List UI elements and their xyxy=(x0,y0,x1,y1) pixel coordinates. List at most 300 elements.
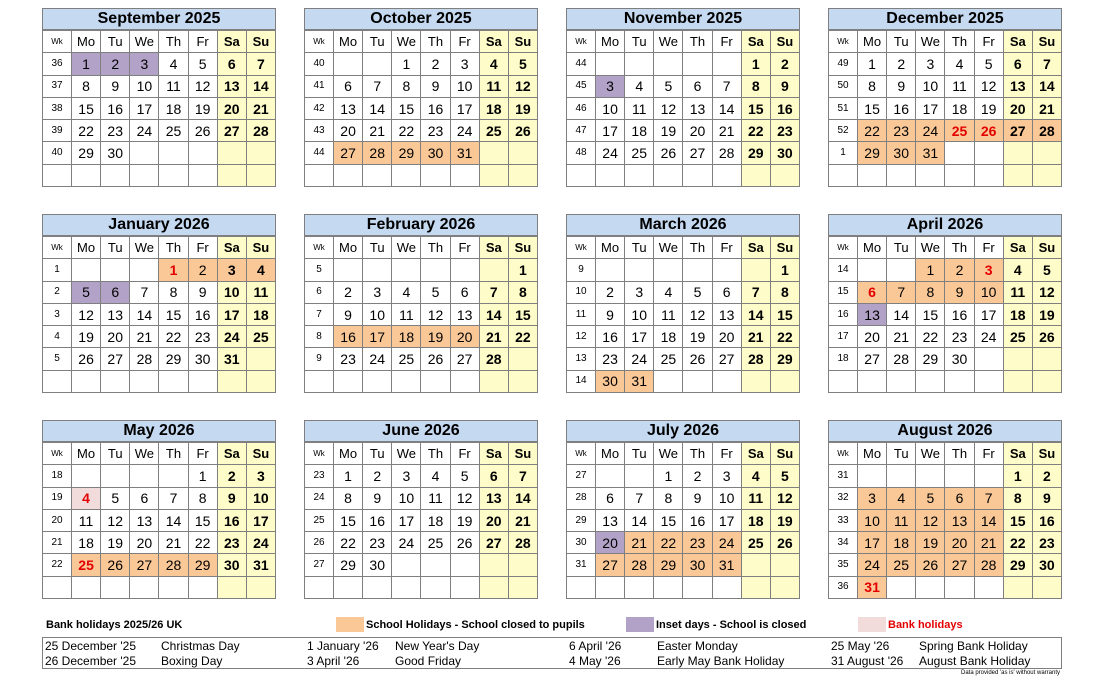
bank-holiday-name: Christmas Day xyxy=(161,639,240,653)
day-cell xyxy=(72,370,101,392)
day-cell xyxy=(741,554,770,576)
day-cell xyxy=(683,164,712,186)
day-cell: 26 xyxy=(683,348,712,370)
week-row xyxy=(43,465,276,487)
day-cell xyxy=(479,576,508,598)
week-number: 40 xyxy=(43,142,72,164)
weekday-header xyxy=(43,31,276,53)
day-cell: 16 xyxy=(101,97,130,119)
day-cell: 17 xyxy=(363,326,392,348)
weekday-label: Mo xyxy=(596,31,625,53)
day-cell: 8 xyxy=(741,75,770,97)
day-cell xyxy=(916,370,945,392)
day-cell xyxy=(654,53,683,75)
week-number: 1 xyxy=(829,142,858,164)
day-cell: 18 xyxy=(945,97,974,119)
week-row xyxy=(43,75,276,97)
weekday-label: We xyxy=(654,31,683,53)
day-cell: 7 xyxy=(363,75,392,97)
day-cell: 5 xyxy=(508,53,537,75)
day-cell: 13 xyxy=(334,97,363,119)
day-cell: 14 xyxy=(246,75,275,97)
weekday-label: Sa xyxy=(479,237,508,259)
week-row xyxy=(567,53,800,75)
day-cell: 4 xyxy=(945,53,974,75)
day-cell xyxy=(450,576,479,598)
day-cell: 10 xyxy=(712,487,741,509)
day-cell xyxy=(392,164,421,186)
day-cell: 13 xyxy=(479,487,508,509)
day-cell: 8 xyxy=(654,487,683,509)
week-row xyxy=(43,164,276,186)
day-cell: 4 xyxy=(159,53,188,75)
day-cell xyxy=(974,465,1003,487)
weekday-label: Wk xyxy=(567,31,596,53)
day-cell: 19 xyxy=(188,97,217,119)
day-cell: 26 xyxy=(508,120,537,142)
day-cell xyxy=(945,576,974,598)
day-cell: 1 xyxy=(392,53,421,75)
day-cell: 27 xyxy=(450,348,479,370)
day-cell xyxy=(596,576,625,598)
day-cell: 21 xyxy=(508,509,537,531)
day-cell: 14 xyxy=(887,303,916,325)
day-cell: 11 xyxy=(654,303,683,325)
day-cell: 3 xyxy=(916,53,945,75)
weekday-label: Mo xyxy=(334,443,363,465)
day-cell: 9 xyxy=(217,487,246,509)
day-cell xyxy=(1032,348,1061,370)
day-cell: 28 xyxy=(625,554,654,576)
day-cell: 6 xyxy=(858,281,887,303)
day-cell xyxy=(887,465,916,487)
day-cell: 20 xyxy=(101,326,130,348)
month-2 xyxy=(566,8,800,187)
day-cell: 31 xyxy=(625,370,654,392)
day-cell: 7 xyxy=(479,281,508,303)
week-number: 45 xyxy=(567,75,596,97)
week-number xyxy=(43,164,72,186)
day-cell: 6 xyxy=(450,281,479,303)
week-row xyxy=(43,142,276,164)
day-cell: 12 xyxy=(683,303,712,325)
day-cell: 8 xyxy=(159,281,188,303)
day-cell xyxy=(479,142,508,164)
day-cell xyxy=(392,259,421,281)
day-cell: 31 xyxy=(450,142,479,164)
weekday-label: Th xyxy=(421,237,450,259)
day-cell: 15 xyxy=(188,509,217,531)
weekday-label: Fr xyxy=(188,31,217,53)
day-cell xyxy=(508,348,537,370)
week-row xyxy=(305,164,538,186)
weekday-label: Su xyxy=(246,31,275,53)
week-row xyxy=(43,487,276,509)
day-cell: 25 xyxy=(392,348,421,370)
day-cell: 10 xyxy=(246,487,275,509)
day-cell xyxy=(508,142,537,164)
day-cell: 12 xyxy=(654,97,683,119)
week-number: 46 xyxy=(567,97,596,119)
day-cell: 25 xyxy=(159,120,188,142)
day-cell: 10 xyxy=(217,281,246,303)
day-cell: 26 xyxy=(450,532,479,554)
day-cell xyxy=(188,576,217,598)
day-cell: 11 xyxy=(72,509,101,531)
weekday-label: Fr xyxy=(188,443,217,465)
week-row xyxy=(829,75,1062,97)
weekday-label: Wk xyxy=(305,443,334,465)
day-cell: 12 xyxy=(770,487,799,509)
week-row xyxy=(567,281,800,303)
day-cell: 19 xyxy=(72,326,101,348)
weekday-label: Fr xyxy=(712,237,741,259)
day-cell: 13 xyxy=(1003,75,1032,97)
week-number: 26 xyxy=(305,532,334,554)
day-cell xyxy=(130,142,159,164)
weekday-label: Sa xyxy=(1003,31,1032,53)
day-cell: 15 xyxy=(654,509,683,531)
day-cell xyxy=(479,370,508,392)
day-cell: 15 xyxy=(334,509,363,531)
week-row xyxy=(43,53,276,75)
day-cell: 31 xyxy=(246,554,275,576)
day-cell: 27 xyxy=(858,348,887,370)
weekday-label: Mo xyxy=(858,237,887,259)
day-cell xyxy=(974,142,1003,164)
day-cell: 22 xyxy=(508,326,537,348)
day-cell xyxy=(974,348,1003,370)
weekday-label: Sa xyxy=(1003,443,1032,465)
weekday-label: Wk xyxy=(829,237,858,259)
month-title: September 2025 xyxy=(42,8,276,30)
day-cell: 12 xyxy=(974,75,1003,97)
day-cell: 24 xyxy=(246,532,275,554)
day-cell: 14 xyxy=(363,97,392,119)
day-cell: 5 xyxy=(188,53,217,75)
weekday-label: Tu xyxy=(625,31,654,53)
week-row xyxy=(305,554,538,576)
week-row xyxy=(567,348,800,370)
week-number: 13 xyxy=(567,348,596,370)
week-number: 48 xyxy=(567,142,596,164)
day-cell: 29 xyxy=(770,348,799,370)
day-cell: 3 xyxy=(246,465,275,487)
day-cell: 30 xyxy=(770,142,799,164)
day-cell: 31 xyxy=(916,142,945,164)
bank-holiday-date: 26 December '25 xyxy=(45,654,137,668)
week-number: 51 xyxy=(829,97,858,119)
day-cell: 2 xyxy=(887,53,916,75)
day-cell: 31 xyxy=(858,576,887,598)
week-row xyxy=(43,509,276,531)
day-cell: 4 xyxy=(479,53,508,75)
day-cell: 8 xyxy=(334,487,363,509)
weekday-header xyxy=(567,237,800,259)
day-cell: 28 xyxy=(363,142,392,164)
day-cell xyxy=(712,164,741,186)
day-cell: 14 xyxy=(712,97,741,119)
day-cell: 22 xyxy=(770,326,799,348)
day-cell: 16 xyxy=(217,509,246,531)
weekday-label: Su xyxy=(508,31,537,53)
month-10 xyxy=(566,420,800,599)
week-row xyxy=(567,576,800,598)
day-cell xyxy=(974,164,1003,186)
weekday-label: Tu xyxy=(625,237,654,259)
day-cell: 23 xyxy=(217,532,246,554)
day-cell xyxy=(1003,164,1032,186)
day-cell xyxy=(72,164,101,186)
week-row xyxy=(567,303,800,325)
day-cell: 1 xyxy=(508,259,537,281)
week-number: 49 xyxy=(829,53,858,75)
weekday-label: Su xyxy=(770,237,799,259)
week-number xyxy=(305,576,334,598)
weekday-label: Mo xyxy=(596,237,625,259)
day-cell xyxy=(450,259,479,281)
week-number: 44 xyxy=(305,142,334,164)
month-title: January 2026 xyxy=(42,214,276,236)
week-row xyxy=(829,53,1062,75)
week-row xyxy=(567,120,800,142)
bank-holiday-date: 25 December '25 xyxy=(45,639,137,653)
week-number: 42 xyxy=(305,97,334,119)
day-cell: 11 xyxy=(479,75,508,97)
day-cell: 11 xyxy=(421,487,450,509)
day-cell: 21 xyxy=(741,326,770,348)
day-cell xyxy=(596,259,625,281)
bank-holiday-date: 1 January '26 xyxy=(307,639,379,653)
week-row xyxy=(305,259,538,281)
day-cell: 16 xyxy=(945,303,974,325)
day-cell xyxy=(363,370,392,392)
day-cell: 11 xyxy=(159,75,188,97)
day-cell: 6 xyxy=(683,75,712,97)
day-cell xyxy=(1003,370,1032,392)
day-cell: 21 xyxy=(974,532,1003,554)
week-row xyxy=(829,509,1062,531)
day-cell xyxy=(916,164,945,186)
day-cell: 7 xyxy=(130,281,159,303)
weekday-label: Tu xyxy=(101,31,130,53)
weekday-label: We xyxy=(916,237,945,259)
day-cell: 30 xyxy=(217,554,246,576)
day-cell: 29 xyxy=(72,142,101,164)
day-cell: 20 xyxy=(596,532,625,554)
week-number: 14 xyxy=(829,259,858,281)
week-number: 18 xyxy=(829,348,858,370)
day-cell: 21 xyxy=(363,120,392,142)
day-cell xyxy=(450,370,479,392)
weekday-label: Wk xyxy=(829,443,858,465)
week-number: 36 xyxy=(829,576,858,598)
day-cell: 21 xyxy=(887,326,916,348)
day-cell xyxy=(683,370,712,392)
day-cell: 16 xyxy=(421,97,450,119)
week-number: 7 xyxy=(305,303,334,325)
weekday-label: We xyxy=(916,443,945,465)
day-cell: 8 xyxy=(508,281,537,303)
day-cell: 19 xyxy=(101,532,130,554)
week-number: 4 xyxy=(43,326,72,348)
day-cell xyxy=(72,576,101,598)
weekday-label: Fr xyxy=(712,31,741,53)
day-cell: 4 xyxy=(887,487,916,509)
day-cell: 7 xyxy=(741,281,770,303)
week-row xyxy=(567,370,800,392)
day-cell: 27 xyxy=(596,554,625,576)
month-title: March 2026 xyxy=(566,214,800,236)
day-cell: 7 xyxy=(246,53,275,75)
day-cell: 12 xyxy=(101,509,130,531)
weekday-label: Sa xyxy=(217,443,246,465)
school-holiday-swatch xyxy=(336,617,364,632)
day-cell: 19 xyxy=(654,120,683,142)
week-number xyxy=(305,164,334,186)
week-row xyxy=(305,142,538,164)
day-cell: 6 xyxy=(596,487,625,509)
weekday-label: Sa xyxy=(741,31,770,53)
day-cell: 18 xyxy=(246,303,275,325)
day-cell: 29 xyxy=(392,142,421,164)
day-cell: 13 xyxy=(101,303,130,325)
weekday-label: Wk xyxy=(305,237,334,259)
day-cell: 31 xyxy=(712,554,741,576)
day-cell: 29 xyxy=(334,554,363,576)
day-cell xyxy=(130,259,159,281)
bank-holiday-name: New Year's Day xyxy=(395,639,480,653)
day-cell: 12 xyxy=(508,75,537,97)
week-row xyxy=(829,142,1062,164)
day-cell: 6 xyxy=(1003,53,1032,75)
bank-holiday-date: 25 May '26 xyxy=(831,639,890,653)
week-row xyxy=(305,465,538,487)
day-cell xyxy=(887,259,916,281)
day-cell: 6 xyxy=(945,487,974,509)
day-cell: 16 xyxy=(683,509,712,531)
day-cell: 25 xyxy=(421,532,450,554)
bank-holidays-title: Bank holidays 2025/26 UK xyxy=(46,619,183,631)
day-cell: 5 xyxy=(916,487,945,509)
day-cell: 24 xyxy=(712,532,741,554)
day-cell: 2 xyxy=(421,53,450,75)
day-cell: 1 xyxy=(188,465,217,487)
day-cell xyxy=(159,164,188,186)
day-cell xyxy=(508,576,537,598)
weekday-label: Sa xyxy=(217,31,246,53)
day-cell: 17 xyxy=(974,303,1003,325)
week-row xyxy=(43,348,276,370)
day-cell: 11 xyxy=(887,509,916,531)
day-cell: 21 xyxy=(1032,97,1061,119)
day-cell: 20 xyxy=(217,97,246,119)
day-cell: 17 xyxy=(217,303,246,325)
day-cell xyxy=(945,164,974,186)
day-cell: 23 xyxy=(1032,532,1061,554)
day-cell xyxy=(479,164,508,186)
day-cell: 21 xyxy=(159,532,188,554)
week-number: 47 xyxy=(567,120,596,142)
day-cell xyxy=(421,576,450,598)
day-cell xyxy=(596,465,625,487)
week-number: 22 xyxy=(43,554,72,576)
day-cell xyxy=(479,259,508,281)
day-cell xyxy=(450,554,479,576)
day-cell xyxy=(479,554,508,576)
day-cell: 13 xyxy=(130,509,159,531)
day-cell: 4 xyxy=(741,465,770,487)
weekday-label: Sa xyxy=(1003,237,1032,259)
week-row xyxy=(567,465,800,487)
weekday-label: Mo xyxy=(858,443,887,465)
day-cell: 7 xyxy=(1032,53,1061,75)
day-cell: 3 xyxy=(450,53,479,75)
weekday-header xyxy=(43,237,276,259)
week-number: 11 xyxy=(567,303,596,325)
day-cell xyxy=(770,554,799,576)
day-cell: 14 xyxy=(479,303,508,325)
week-row xyxy=(43,281,276,303)
day-cell: 26 xyxy=(421,348,450,370)
day-cell: 16 xyxy=(334,326,363,348)
weekday-label: Su xyxy=(770,31,799,53)
day-cell: 17 xyxy=(450,97,479,119)
bank-holiday-name: Early May Bank Holiday xyxy=(657,654,785,668)
day-cell: 15 xyxy=(741,97,770,119)
day-cell xyxy=(334,370,363,392)
weekday-label: We xyxy=(654,443,683,465)
day-cell: 31 xyxy=(217,348,246,370)
day-cell: 28 xyxy=(887,348,916,370)
bank-holiday-date: 3 April '26 xyxy=(307,654,360,668)
day-cell: 2 xyxy=(101,53,130,75)
day-cell: 22 xyxy=(392,120,421,142)
day-cell: 3 xyxy=(363,281,392,303)
day-cell: 9 xyxy=(683,487,712,509)
day-cell: 23 xyxy=(334,348,363,370)
day-cell: 7 xyxy=(887,281,916,303)
day-cell: 29 xyxy=(741,142,770,164)
day-cell: 22 xyxy=(654,532,683,554)
day-cell: 7 xyxy=(625,487,654,509)
week-row xyxy=(305,509,538,531)
day-cell: 18 xyxy=(72,532,101,554)
week-row xyxy=(43,259,276,281)
week-row xyxy=(829,532,1062,554)
day-cell: 25 xyxy=(654,348,683,370)
week-row xyxy=(829,164,1062,186)
day-cell: 1 xyxy=(654,465,683,487)
day-cell: 25 xyxy=(72,554,101,576)
week-row xyxy=(305,53,538,75)
day-cell xyxy=(159,142,188,164)
week-row xyxy=(567,259,800,281)
day-cell xyxy=(392,554,421,576)
weekday-label: Wk xyxy=(829,31,858,53)
day-cell: 10 xyxy=(625,303,654,325)
day-cell: 18 xyxy=(654,326,683,348)
week-row xyxy=(43,120,276,142)
day-cell: 2 xyxy=(770,53,799,75)
day-cell: 20 xyxy=(130,532,159,554)
day-cell: 6 xyxy=(217,53,246,75)
day-cell: 14 xyxy=(159,509,188,531)
week-number: 40 xyxy=(305,53,334,75)
day-cell: 4 xyxy=(654,281,683,303)
day-cell xyxy=(1032,164,1061,186)
day-cell: 9 xyxy=(363,487,392,509)
